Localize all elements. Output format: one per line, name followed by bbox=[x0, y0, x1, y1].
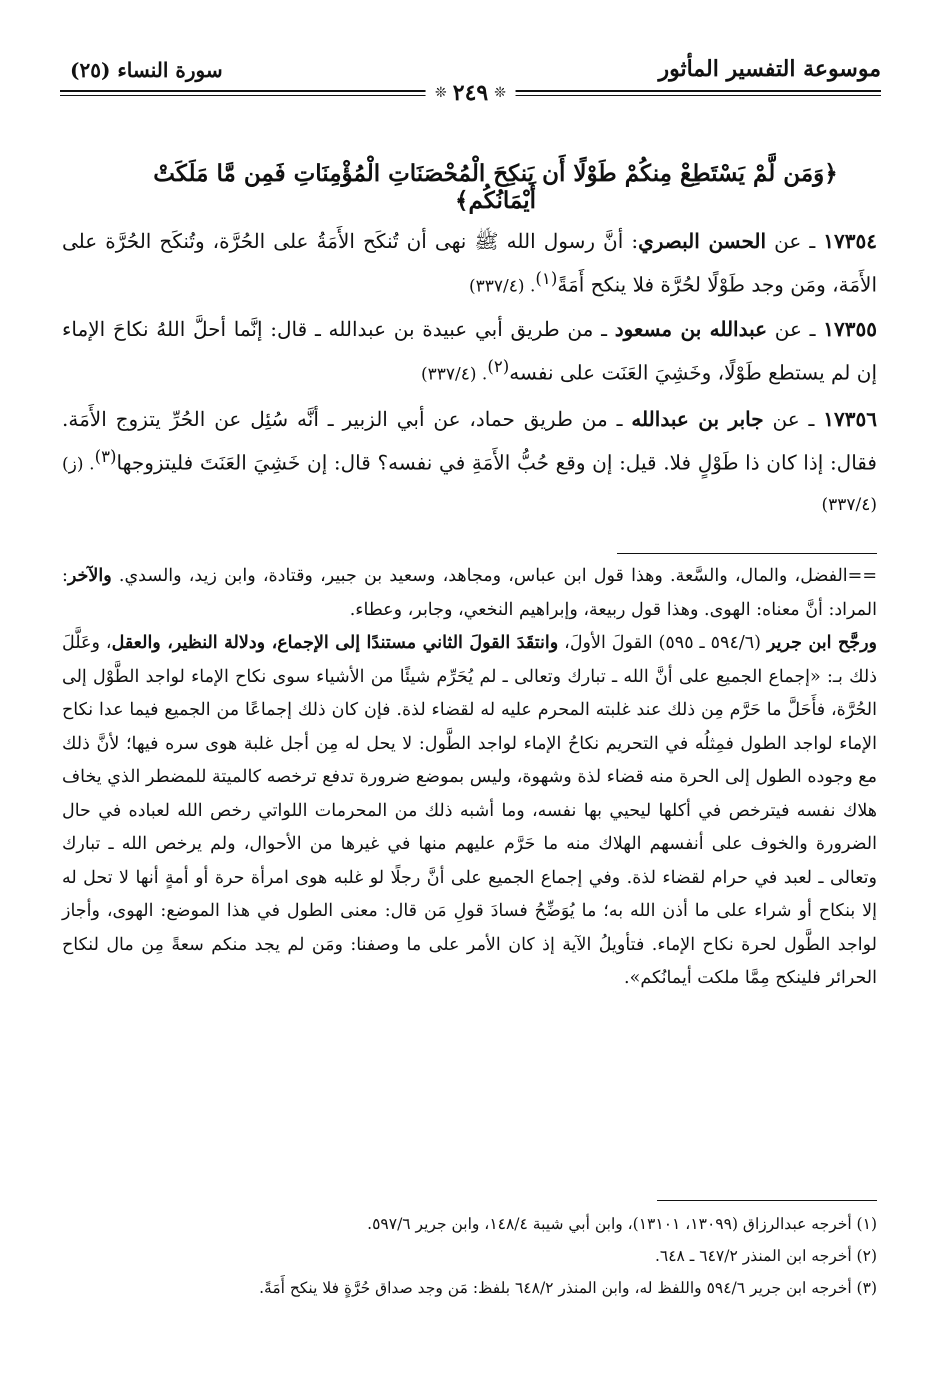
narrator-name: عبدالله بن مسعود bbox=[614, 317, 768, 341]
volume-reference: . (ز) (٣٣٧/٤) bbox=[62, 454, 877, 515]
narration-17356 bbox=[62, 400, 877, 524]
narrator-name: جابر بن عبدالله bbox=[631, 407, 764, 431]
footnote-1: (١) أخرجه عبدالرزاق (١٣٠٩٩، ١٣١٠١)، وابن أبي شيبة ١٤٨/٤، وابن جرير ٥٩٧/٦. bbox=[367, 1215, 877, 1233]
narration-text: ـ من طريق أبي عبيدة بن عبدالله ـ قال: إنَّما أحلَّ اللهُ نكاحَ الإماء إن لم يستطع طَوْلًا، وخَشِيَ العَنَت على نفسه bbox=[62, 317, 877, 385]
commentary-paragraph-2 bbox=[62, 627, 877, 996]
book-title: موسوعة التفسير المأثور bbox=[658, 56, 881, 82]
page-number: ٢٤٩ bbox=[452, 80, 489, 106]
footnote-marker: (١) bbox=[535, 269, 558, 288]
commentary-keyword: والآخر bbox=[67, 566, 112, 586]
narrator-name: الحسن البصري bbox=[638, 229, 767, 253]
volume-reference: . (٣٣٧/٤) bbox=[469, 276, 536, 297]
footnote-marker: (٢) bbox=[487, 357, 510, 376]
narration-17354 bbox=[62, 222, 877, 306]
commentary-separator bbox=[617, 553, 877, 554]
footnote-marker: (٣) bbox=[94, 447, 117, 466]
commentary-keyword: ورجَّح ابن جرير bbox=[766, 633, 878, 653]
continuation-mark: == bbox=[847, 566, 877, 586]
narration-dash: ـ عن bbox=[767, 317, 824, 341]
volume-reference: . (٣٣٧/٤) bbox=[420, 364, 488, 385]
commentary-text: ، وعَلَّلَ ذلك بـ: «إجماع الجميع على أنَّ الله ـ تبارك وتعالى ـ لم يُحَرِّم شيئًا من الأشياء سوى نكاح الإماء لواجد الطَّوْل إلى الحُرَّة، فأَحَلَّ ما حَرَّم مِن ذلك عند غلبته المحرم عليه له لقضاء لذة. فإن كان ذلك إجماعًا من الجميع فيما عدا نكاح الإماء لواجد الطول فمِثلُه في التحريم نكاحُ الإماء لواجد الطَّول: لا يحل له مِن أجل غلبة هوى سره فيها؛ لأنَّ ذلك مع وجوده الطول إلى الحرة منه قضاء لذة وشهوة، وليس بموضع ضرورة تدفع ترخصه كالميتة للمضطر الذي يخاف هلاك نفسه فيترخص في أكلها ليحيي بها نفسه، وما أشبه ذلك من المحرمات اللواتي رخص الله لعباده في حال الضرورة والخوف على أنفسهم الهلاك منه ما حَرَّم عليهم منها في غيرها من الأحوال، ولم يرخص الله ـ تبارك وتعالى ـ لعبد في حرام لقضاء لذة. وفي إجماع الجميع على أنَّ رجلًا لو غلبه هوى امرأة حرة أو أمةٍ أنها لا تحل له إلا بنكاح أو شراء على ما أذن الله به؛ ما يُوَضِّحُ فسادَ قولِ مَن قال: معنى الطول في هذا الموضع: الهوى، وأجاز لواجد الطَّول لحرة نكاح الإماء. فتأويلُ الآية إذ كان الأمر على ما وصفنا: ومَن لم يجد منكم سعةً مِن مال لنكاح الحرائر فلينكح مِمَّا ملكت أيمانُكم». bbox=[62, 633, 877, 988]
commentary-paragraph-1 bbox=[62, 560, 877, 627]
commentary-text: الفضل، والمال، والسَّعة. وهذا قول ابن عباس، ومجاهد، وسعيد بن جبير، وقتادة، وابن زيد، والسدي. bbox=[111, 566, 848, 586]
page-number-box bbox=[425, 80, 516, 106]
narration-dash: ـ عن bbox=[766, 229, 824, 253]
surah-label: سورة النساء (٢٥) bbox=[70, 58, 223, 82]
narration-text: : أنَّ رسول الله ﷺ نهى أن تُنكَح الأَمَةُ على الحُرَّة، وتُنكَح الحُرَّة على الأَمَة، ومَن وجد طَوْلًا لحُرَّة فلا ينكح أَمَةً bbox=[62, 229, 877, 297]
ornament-right-icon: ❊ bbox=[494, 85, 506, 101]
narration-number: ١٧٣٥٦ bbox=[823, 407, 877, 431]
narration-text: ـ من طريق حماد، عن أبي الزبير ـ أنَّه سُئِل عن الحُرِّ يتزوج الأَمَة. فقال: إذا كان ذا طَوْلٍ فلا. قيل: إن وقع حُبُّ الأَمَةِ في نفسه؟ قال: إن خَشِيَ العَنَتَ فليتزوجها bbox=[62, 407, 877, 475]
commentary-text: (٥٩٤/٦ ـ ٥٩٥) القولَ الأولَ، bbox=[558, 633, 767, 653]
footnotes bbox=[62, 1208, 877, 1304]
commentary-text: : المراد: أنَّ معناه: الهوى. وهذا قول ربيعة، وإبراهيم النخعي، وجابر، وعطاء. bbox=[62, 566, 877, 620]
commentary-section bbox=[62, 560, 877, 996]
footnote-2: (٢) أخرجه ابن المنذر ٦٤٧/٢ ـ ٦٤٨. bbox=[654, 1247, 877, 1265]
narration-17355 bbox=[62, 310, 877, 394]
narration-number: ١٧٣٥٤ bbox=[823, 229, 878, 253]
narration-dash: ـ عن bbox=[763, 407, 824, 431]
page-header bbox=[60, 50, 881, 112]
commentary-keyword: وانتقَدَ القولَ الثاني مستندًا إلى الإجماع، ودلالة النظير، والعقل bbox=[111, 633, 559, 653]
footnote-3: (٣) أخرجه ابن جرير ٥٩٤/٦ واللفظ له، وابن المنذر ٦٤٨/٢ بلفظ: مَن وجد صداق حُرَّةٍ فلا ينكح أَمَةً. bbox=[259, 1279, 877, 1297]
ornament-left-icon: ❊ bbox=[435, 85, 447, 101]
narration-number: ١٧٣٥٥ bbox=[823, 317, 877, 341]
quran-verse: ﴿وَمَن لَّمْ يَسْتَطِعْ مِنكُمْ طَوْلًا أَن يَنكِحَ الْمُحْصَنَاتِ الْمُؤْمِنَاتِ فَمِن مَّا مَلَكَتْ أَيْمَانُكُم﴾ bbox=[153, 160, 838, 214]
footnote-separator bbox=[657, 1200, 877, 1201]
